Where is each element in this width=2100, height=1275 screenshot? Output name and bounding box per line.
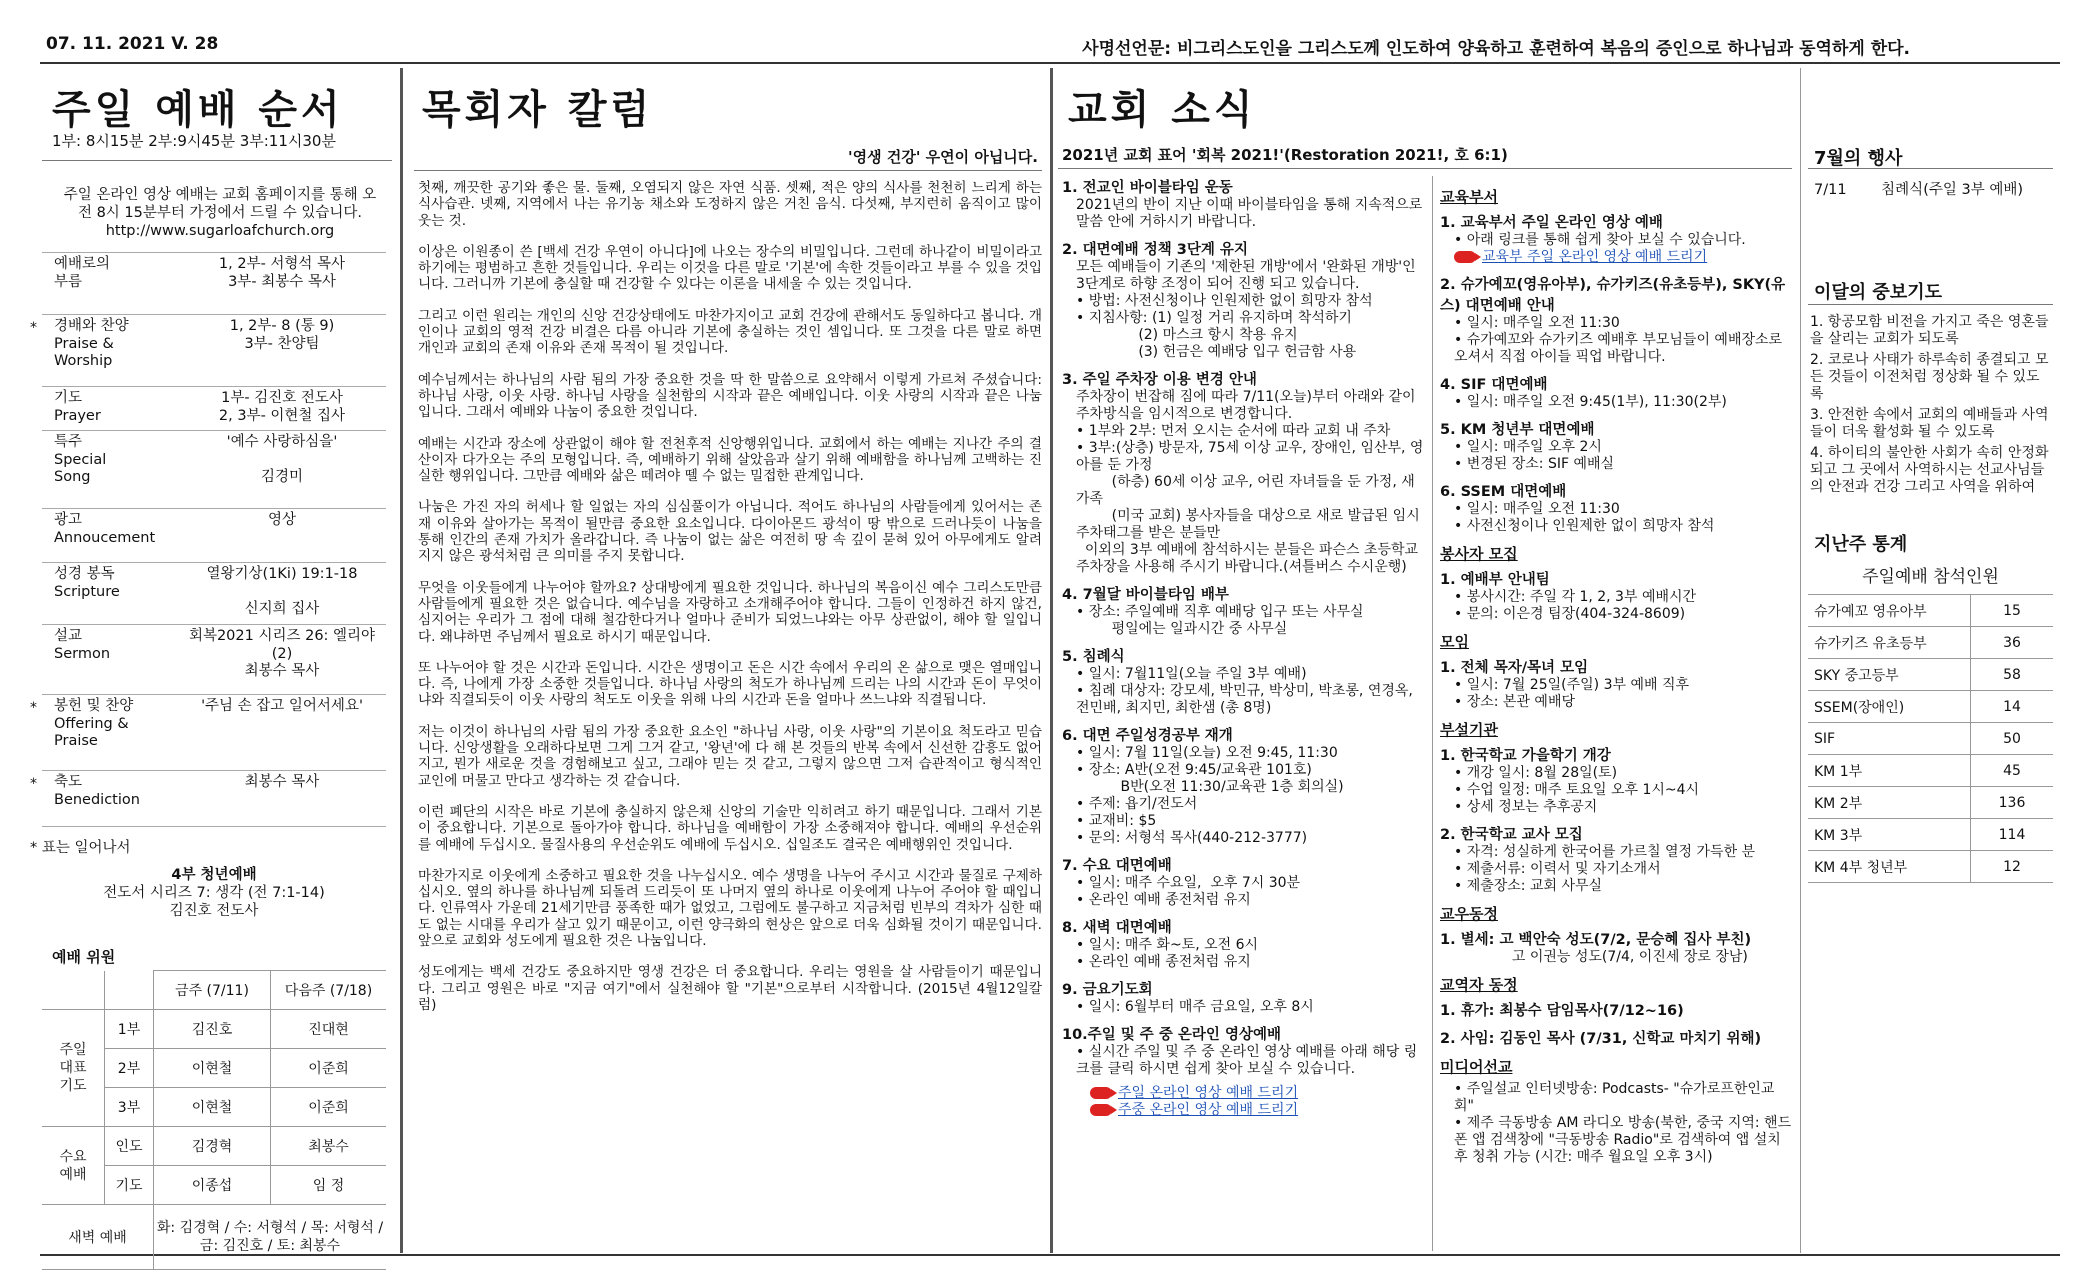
prayer-item: 4. 하이티의 불안한 사회가 속히 안정화 되고 그 곳에서 사역하시는 선교사님들의 안전과 건강 그리고 사역을 위하여 (1810, 445, 2049, 495)
online-notice (60, 186, 380, 240)
stand-note-text: 표는 일어나서 (41, 840, 131, 856)
education-video-link[interactable]: 교육부 주일 온라인 영상 예배 드리기 (1482, 249, 1708, 265)
stand-star: * (30, 840, 42, 856)
stats-row (1808, 723, 2053, 755)
news-item-heading: 4. SIF 대면예배 (1440, 377, 1548, 393)
server-part: 인도 (105, 1127, 154, 1166)
news-item-line: 모든 예배들이 기존의 '제한된 개방'에서 '완화된 개방'인 3단계로 하향 조정이 되어 진행 되고 있습니다. (1076, 259, 1421, 292)
stats-row (1808, 755, 2053, 787)
news-item-line: • 장소: 본관 예배당 (1454, 694, 1575, 710)
date-volume: 07. 11. 2021 V. 28 (46, 34, 219, 54)
news-item-heading: 3. 주일 주차장 이용 변경 안내 (1062, 372, 1257, 388)
news-item-line: • 문의: 서형석 목사(440-212-3777) (1076, 830, 1308, 846)
order-item (42, 252, 386, 315)
column-paragraph: 첫째, 깨끗한 공기와 좋은 물. 둘째, 오염되지 않은 자연 식품. 셋째, 적은 양의 식사를 천천히 느리게 하는 식사습관. 넷째, 지역에서 나는 유기농 채소와 도정하지 않은 거친 음식. 다섯째, 부지런히 움직이고 많이 웃는 것. (418, 180, 1042, 229)
news-inner-divider (1432, 176, 1433, 1251)
news-item-line: • 변경된 장소: SIF 예배실 (1454, 456, 1615, 472)
order-item-value: 1부- 김진호 전도사 2, 3부- 이현철 집사 (218, 390, 346, 424)
news-item (1440, 999, 1792, 1020)
news-item-line: • 일시: 매주일 오후 2시 (1454, 439, 1602, 455)
news-right (1440, 178, 1792, 1173)
click-icon (1090, 1104, 1112, 1116)
youth-series: 전도서 시리즈 7: 생각 (전 7:1-14) (103, 885, 325, 901)
server-next: 이준희 (271, 1088, 387, 1127)
stats-row (1808, 595, 2053, 627)
news-item (1440, 480, 1792, 535)
news-item-line: • 방법: 사전신청이나 인원제한 없이 희망자 참석 (1076, 293, 1373, 309)
news-title: 교회 소식 (1068, 87, 1257, 133)
event-text: 침례식(주일 3부 예배) (1881, 182, 2023, 198)
news-item (1440, 656, 1792, 711)
order-item-value: 최봉수 목사 (244, 774, 320, 790)
stats-row (1808, 627, 2053, 659)
news-item-heading: 9. 금요기도회 (1062, 982, 1153, 998)
column-body (418, 180, 1042, 1028)
news-item-line: • 온라인 예배 종전처럼 유지 (1076, 954, 1251, 970)
news-category: 모임 (1440, 633, 1469, 651)
news-item (1062, 1023, 1424, 1078)
news-item-line: • 일시: 매주 수요일, 오후 7시 30분 (1076, 875, 1301, 891)
servers-head-next: 다음주 (7/18) (271, 971, 387, 1010)
order-item-label: 성경 봉독 Scripture (54, 566, 120, 600)
news-link-row (1062, 1102, 1424, 1119)
order-item-value: '주님 손 잡고 일어서세요' (201, 698, 363, 714)
stats-name: SSEM(장애인) (1808, 691, 1971, 723)
news-item (1062, 854, 1424, 909)
news-category: 부설기관 (1440, 721, 1498, 739)
stats-row (1808, 851, 2053, 883)
stats-name: KM 3부 (1808, 819, 1971, 851)
news-item-line: 2021년의 반이 지난 이때 바이블타임을 통해 지속적으로 말씀 안에 거하시기 바랍니다. (1076, 197, 1427, 230)
news-category: 미디어선교 (1440, 1058, 1513, 1076)
events-rule (1808, 168, 2053, 169)
news-item (1440, 744, 1792, 816)
news-item-line: • 사전신청이나 인원제한 없이 희망자 참석 (1454, 518, 1715, 534)
youth-title: 4부 청년예배 (171, 867, 257, 883)
news-item-line: • 수업 일정: 매주 토요일 오후 1시~4시 (1454, 782, 1700, 798)
server-this: 김경혁 (154, 1127, 271, 1166)
top-rule (40, 62, 2060, 64)
news-item-heading: 1. 교육부서 주일 온라인 영상 예배 (1440, 215, 1663, 231)
server-part: 1부 (105, 1010, 154, 1049)
news-item (1440, 928, 1792, 966)
news-item-heading: 5. 침례식 (1062, 649, 1125, 665)
order-times: 1부: 8시15분 2부:9시45분 3부:11시30분 (52, 132, 336, 150)
order-title-rule (42, 160, 392, 161)
news-item-heading: 1. 한국학교 가을학기 개강 (1440, 748, 1611, 764)
server-part: 2부 (105, 1049, 154, 1088)
column-title: 목회자 칼럼 (422, 87, 654, 133)
news-item (1062, 583, 1424, 638)
stats-value: 12 (1971, 851, 2054, 883)
servers-title: 예배 위원 (52, 948, 116, 966)
stats-name: SKY 중고등부 (1808, 659, 1971, 691)
news-item-line: • 실시간 주일 및 주 중 온라인 영상 예배를 아래 해당 링크를 클릭 하시면 쉽게 찾아 보실 수 있습니다. (1076, 1044, 1418, 1077)
news-item (1440, 1081, 1792, 1166)
news-item-line: • 지침사항: (1) 일정 거리 유지하며 착석하기 (1076, 310, 1352, 326)
stats-value: 50 (1971, 723, 2054, 755)
stats-name: KM 4부 청년부 (1808, 851, 1971, 883)
news-item-line: • 온라인 예배 종전처럼 유지 (1076, 892, 1251, 908)
news-item (1440, 568, 1792, 623)
youth-service (42, 866, 386, 920)
news-item (1440, 211, 1792, 266)
news-item (1062, 645, 1424, 717)
column-subtitle: '영생 건강' 우연이 아닙니다. (848, 148, 1038, 166)
stats-value: 45 (1971, 755, 2054, 787)
events-title: 7월의 행사 (1814, 148, 1903, 169)
news-item-heading: 2. 한국학교 교사 모집 (1440, 827, 1583, 843)
prayer-rule (1808, 304, 2053, 305)
server-this: 이현철 (154, 1088, 271, 1127)
news-item-line: • 문의: 이은경 팀장(404-324-8609) (1454, 606, 1686, 622)
news-motto: 2021년 교회 표어 '회복 2021!'(Restoration 2021!, 호 6:1) (1062, 146, 1508, 164)
news-item-line: • 3부:(상층) 방문자, 75세 이상 교우, 장애인, 임산부, 영아를 둔 가정 (1076, 440, 1424, 473)
news-category: 교역자 동정 (1440, 976, 1518, 994)
news-item-line: • 상세 정보는 추후공지 (1454, 799, 1598, 815)
stand-star: * (30, 700, 37, 716)
server-next: 임 정 (271, 1166, 387, 1205)
column-paragraph: 이런 폐단의 시작은 바로 기본에 충실하지 않은채 신앙의 기술만 익히려고 하기 때문입니다. 그래서 기본이 중요합니다. 기본으로 돌아가야 합니다. 하나님을 예배함이 가장 소중해져야 합니다. 예배의 우선순위를 예배에 두십시오. 물질사용의 우선순위도 예배에 두십시오. 십일조도 결국은 예배행위인 것입니다. (418, 803, 1042, 853)
news-item-heading: 2. 대면예배 정책 3단계 유지 (1062, 242, 1248, 258)
stats-name: 슈가예꼬 영유아부 (1808, 595, 1971, 627)
order-item (42, 562, 386, 625)
column-paragraph: 예배는 시간과 장소에 상관없이 해야 할 전천후적 신앙행위입니다. 교회에서 하는 예배는 지나간 주의 결산이자 다가오는 주의 모형입니다. 즉, 예배하기 위해 살았음과 살기 위해 예배함을 하나님께 고백하는 진실한 행위입니다. 그만큼 예배와 삶은 떼려야 뗄 수 없는 밀접한 관계입니다. (418, 435, 1042, 485)
prayer-list (1810, 314, 2050, 500)
news-motto-rule (1058, 168, 1792, 169)
news-item-line: • 일시: 7월 25일(주일) 3부 예배 직후 (1454, 677, 1689, 693)
column-paragraph: 저는 이것이 하나님의 사람 됨의 가장 중요한 요소인 "하나님 사랑, 이웃 사랑"의 기본이요 척도라고 믿습니다. 신앙생활을 오래하다보면 그게 그거 같고, '왕년'에 다 해 본 것들의 반복 속에서 신선한 감흥도 없어지고, 뭔가 새로운 것을 경험해보고 싶고, 그래야 믿는 것 같고, 그렇지 않으면 그저 습관적이고 형식적인 교인에 머물고 만다고 생각하는 것 같습니다. (418, 723, 1042, 789)
server-this: 이현철 (154, 1049, 271, 1088)
servers-table (42, 970, 386, 1270)
order-title: 주일 예배 순서 (52, 87, 344, 133)
news-item-line: • 자격: 성실하게 한국어를 가르칠 열정 가득한 분 (1454, 844, 1756, 860)
prayer-item: 1. 항공모함 비전을 가지고 죽은 영혼들을 살리는 교회가 되도록 (1810, 314, 2049, 347)
news-item-heading: 8. 새벽 대면예배 (1062, 920, 1172, 936)
event-date: 7/11 (1814, 182, 1847, 198)
divider-3 (1800, 68, 1801, 1253)
prayer-item: 3. 안전한 속에서 교회의 예배들과 사역들이 더욱 활성화 될 수 있도록 (1810, 407, 2049, 440)
news-item-heading: 1. 전교인 바이블타임 운동 (1062, 180, 1233, 196)
news-item (1440, 1027, 1792, 1048)
stats-subtitle: 주일예배 참석인원 (1862, 567, 1999, 587)
news-item (1440, 823, 1792, 895)
order-item (42, 314, 386, 387)
news-item-heading: 1. 예배부 안내팀 (1440, 572, 1550, 588)
news-item-heading: 5. KM 청년부 대면예배 (1440, 422, 1595, 438)
stand-note (30, 836, 131, 857)
news-item (1062, 724, 1424, 847)
order-item-label: 특주 Special Song (54, 434, 107, 485)
order-item-value: 열왕기상(1Ki) 19:1-18 신지희 집사 (206, 566, 358, 617)
order-item (42, 624, 386, 695)
news-item-line: B반(오전 11:30/교육관 1층 회의실) (1076, 779, 1344, 795)
stats-row (1808, 659, 2053, 691)
server-group: 수요 예배 (42, 1127, 105, 1205)
server-part: 기도 (105, 1166, 154, 1205)
order-item-value: 1, 2부- 서형석 목사 3부- 최봉수 목사 (218, 256, 346, 290)
click-icon (1454, 251, 1476, 263)
news-item-line: • 제출서류: 이력서 및 자기소개서 (1454, 861, 1661, 877)
order-item-label: 봉헌 및 찬양 Offering & Praise (54, 698, 134, 749)
order-item-label: 축도 Benediction (54, 774, 140, 808)
news-item-line: 고 이권능 성도(7/4, 이진세 장로 장남) (1454, 949, 1748, 965)
stats-value: 114 (1971, 819, 2054, 851)
stand-star: * (30, 776, 37, 792)
stats-name: KM 1부 (1808, 755, 1971, 787)
news-item-line: • 일시: 매주일 오전 11:30 (1454, 315, 1620, 331)
order-item (42, 430, 386, 509)
news-item-heading: 7. 수요 대면예배 (1062, 858, 1172, 874)
news-item-line: (3) 헌금은 예배당 입구 헌금함 사용 (1076, 344, 1357, 360)
news-item-heading: 6. 대면 주일성경공부 재개 (1062, 728, 1233, 744)
stats-row (1808, 691, 2053, 723)
column-paragraph: 무엇을 이웃들에게 나누어야 할까요? 상대방에게 필요한 것입니다. 하나님의 복음이신 예수 그리스도만큼 사람들에게 필요한 것은 없습니다. 예수님을 자랑하고 소개해주어야 합니다. 그들이 인정하건 하지 않건, 심지어는 우리가 그 점에 대해 철감한다거나 얼마나 준비가 되었느냐와는 아무 상관없이, 해야 할 일입니다. 왜냐하면 주님께서 필요로 하시기 때문입니다. (418, 579, 1042, 645)
divider-1 (400, 68, 403, 1253)
news-item (1062, 916, 1424, 971)
dawn-label: 새벽 예배 (42, 1205, 154, 1270)
stats-name: KM 2부 (1808, 787, 1971, 819)
news-item-line: • 제주 극동방송 AM 라디오 방송(북한, 중국 지역: 핸드폰 앱 검색창에 "극동방송 Radio"로 검색하여 앱 설치 후 청취 가능 (시간: 매주 월요일 오후 3시) (1454, 1115, 1792, 1165)
news-item-line: • 일시: 매주일 오전 11:30 (1454, 501, 1620, 517)
column-paragraph: 마찬가지로 이웃에게 소중하고 필요한 것을 나누십시오. 예수 생명을 나누어 주시고 시간과 물질로 구제하십시오. 옆의 하나를 하나님께 되돌려 드리듯이 또 나머지 옆의 하나로 이웃에게 나누어 주어야 할 때입니다. 인류역사 가운데 21세기만큼 풍족한 때가 없었고, 그럼에도 불구하고 지금처럼 빈부의 격차가 심한 때도 없는 시대를 우리가 살고 있기 때문이고, 이런 양극화의 현상은 앞으로 더욱 심화될 것이기 때문입니다. 앞으로 교회와 성도에게 필요한 것은 나눔입니다. (418, 867, 1042, 949)
server-next: 최봉수 (271, 1127, 387, 1166)
order-item (42, 694, 386, 771)
news-item-heading: 6. SSEM 대면예배 (1440, 484, 1567, 500)
order-item-value: 회복2021 시리즈 26: 엘리야(2) 최봉수 목사 (188, 628, 376, 679)
stats-name: SIF (1808, 723, 1971, 755)
news-item-line: • 일시: 7월 11일(오늘) 오전 9:45, 11:30 (1076, 745, 1338, 761)
news-item-heading: 2. 사임: 김동인 목사 (7/31, 신학교 마치기 위해) (1440, 1031, 1762, 1047)
news-item-line: • 일시: 6월부터 매주 금요일, 오후 8시 (1076, 999, 1314, 1015)
sunday-video-link[interactable]: 주일 온라인 영상 예배 드리기 (1118, 1085, 1299, 1101)
news-link-row (1062, 1085, 1424, 1102)
server-part: 3부 (105, 1088, 154, 1127)
column-paragraph: 이상은 이원종이 쓴 [백세 건강 우연이 아니다]에 나오는 장수의 비밀입니다. 그런데 하나같이 비밀이라고 하기에는 평범하고 흔한 것들입니다. 우리는 이것을 다른 말로 '기본'에 속한 것들이라고 부를 수 있을 것입니다. 그러니까 기본에 충실할 때 건강할 수 있다는 이론을 내세울 수 있는 것입니다. (418, 243, 1042, 293)
news-item-line: • 교재비: $5 (1076, 813, 1157, 829)
order-item-label: 광고 Annoucement (54, 512, 156, 546)
news-item (1062, 176, 1427, 231)
prayer-title: 이달의 중보기도 (1814, 282, 1942, 303)
news-item (1062, 978, 1424, 1016)
news-item-heading: 1. 휴가: 최봉수 담임목사(7/12~16) (1440, 1003, 1684, 1019)
news-item-heading: 10.주일 및 주 중 온라인 영상예배 (1062, 1027, 1282, 1043)
order-item-label: 설교 Sermon (54, 628, 111, 662)
stats-title: 지난주 통계 (1814, 534, 1908, 555)
news-category: 교우동정 (1440, 905, 1498, 923)
column-paragraph: 그리고 이런 원리는 개인의 신앙 건강상태에도 마찬가지이고 교회 건강에 관해서도 동일하다고 봅니다. 개인이나 교회의 영적 건강 비결은 다름 아니라 기본에 충실하는 것인 셈입니다. 또 그것을 다른 말로 하면 개인과 교회의 존재 이유와 존재 목적이 될 것입니다. (418, 307, 1042, 357)
stats-row (1808, 819, 2053, 851)
news-item-line: (하층) 60세 이상 교우, 어린 자녀들을 둔 가정, 새가족 (1076, 474, 1415, 507)
order-item-label: 경배와 찬양 Praise & Worship (54, 318, 129, 369)
order-item (42, 508, 386, 563)
news-item-heading: 4. 7월달 바이블타임 배부 (1062, 587, 1229, 603)
news-item-line: • 1부와 2부: 먼저 오시는 순서에 따라 교회 내 주차 (1076, 423, 1391, 439)
column-paragraph: 나눔은 가진 자의 허세나 할 일없는 자의 심심풀이가 아닙니다. 적어도 하나님의 사람들에게 있어서는 존재 이유와 살아가는 목적이 될만큼 중요한 요소입니다. 다이아몬드 광석이 땅 밖으로 드러나듯이 나눔을 통해 인간의 존재 가치가 올라갑니다. 즉 나눔이 없는 삶은 여전히 땅 속 깊이 묻혀 있어 아무에게도 알려지지 않은 광석처럼 큰 의미를 주지 못합니다. (418, 499, 1042, 565)
stats-name: 슈가키즈 유초등부 (1808, 627, 1971, 659)
column-paragraph: 성도에게는 백세 건강도 중요하지만 영생 건강은 더 중요합니다. 우리는 영원을 살 사람들이기 때문입니다. 그리고 영원은 바로 "지금 여기"에서 실천해야 할 "기본"으로부터 시작합니다. (2015년 4월12일칼럼) (418, 964, 1042, 1013)
news-item-line: • 장소: A반(오전 9:45/교육관 101호) (1076, 762, 1312, 778)
news-item-line: • 주일설교 인터넷방송: Podcasts- "슈가로프한인교회" (1454, 1081, 1775, 1114)
order-item (42, 770, 386, 827)
news-item-line: • 침례 대상자: 강모세, 박민규, 박상미, 박초롱, 연경옥, 전민배, 최지민, 최한샘 (총 8명) (1076, 683, 1418, 716)
news-item-line: • 장소: 주일예배 직후 예배당 입구 또는 사무실 (1076, 604, 1364, 620)
news-item-heading: 1. 전체 목자/목녀 모임 (1440, 660, 1589, 676)
news-item-line: • 슈가예꼬와 슈가키즈 예배후 부모님들이 예배장소로 오셔서 직접 아이들 픽업 바랍니다. (1454, 332, 1787, 365)
news-item-line: • 아래 링크를 통해 쉽게 찾아 보실 수 있습니다. (1454, 232, 1746, 248)
news-item-line: • 일시: 매주일 오전 9:45(1부), 11:30(2부) (1454, 394, 1727, 410)
news-item (1440, 418, 1792, 473)
mission-statement: 사명선언문: 비그리스도인을 그리스도께 인도하여 양육하고 훈련하여 복음의 증인으로 하나님과 동역하게 한다. (1082, 39, 1910, 59)
news-item-line: (미국 교회) 봉사자들을 대상으로 새로 발급된 임시 주차태그를 받은 분들만 (1076, 508, 1425, 541)
stats-row (1808, 787, 2053, 819)
order-item-value: '예수 사랑하심을' 김경미 (226, 434, 338, 485)
news-item-line: • 봉사시간: 주일 각 1, 2, 3부 예배시간 (1454, 589, 1697, 605)
order-item-value: 영상 (267, 512, 296, 528)
column-paragraph: 또 나누어야 할 것은 시간과 돈입니다. 시간은 생명이고 돈은 시간 속에서 우리의 온 삶으로 맺은 열매입니다. 즉, 나에게 가장 소중한 것들입니다. 하나님 사랑의 척도가 하나님께 드리는 나의 시간과 돈이 무엇이냐와 직결되듯이 이웃 사랑의 척도도 이웃을 위해 나의 시간과 돈을 얼마나 쓰느냐와 직결됩니다. (418, 659, 1042, 709)
news-item-line: • 일시: 7월11일(오늘 주일 3부 예배) (1076, 666, 1307, 682)
news-item-heading: 2. 슈가예꼬(영유아부), 슈가키즈(유초등부), SKY(유스) 대면예배 안내 (1440, 277, 1786, 314)
click-icon (1090, 1087, 1112, 1099)
news-item-line: (2) 마스크 항시 착용 유지 (1076, 327, 1298, 343)
news-category: 봉사자 모집 (1440, 545, 1518, 563)
server-group: 주일 대표 기도 (42, 1010, 105, 1127)
order-item-label: 예배로의 부름 (54, 256, 111, 290)
stats-table (1808, 594, 2053, 883)
event-item (1814, 178, 2023, 199)
news-item-heading: 1. 별세: 고 백안숙 성도(7/2, 문승혜 집사 부친) (1440, 932, 1752, 948)
news-item (1062, 368, 1424, 576)
stats-value: 36 (1971, 627, 2054, 659)
news-category: 교육부서 (1440, 188, 1498, 206)
online-notice-text: 주일 온라인 영상 예배는 교회 홈페이지를 통해 오전 8시 15분부터 가정에서 드릴 수 있습니다. (63, 187, 377, 221)
stats-value: 136 (1971, 787, 2054, 819)
column-paragraph: 예수님께서는 하나님의 사람 됨의 가장 중요한 것을 딱 한 말씀으로 요약해서 이렇게 가르쳐 주셨습니다: 하나님 사랑, 이웃 사랑. 하나님 사랑을 실천함의 시작과 끝은 예배입니다. 이웃 사랑의 시작과 끝은 나눔입니다. 그래서 예배와 나눔이 중요한 것입니다. (418, 371, 1042, 421)
news-item-line: • 일시: 매주 화~토, 오전 6시 (1076, 937, 1259, 953)
news-left (1062, 176, 1427, 1119)
news-item-line: 주차장이 번잡해 짐에 따라 7/11(오늘)부터 아래와 같이 주차방식을 임시적으로 변경합니다. (1076, 389, 1420, 422)
youth-preacher: 김진호 전도사 (169, 903, 259, 919)
divider-2 (1050, 68, 1053, 1253)
stand-star: * (30, 320, 37, 336)
stats-value: 15 (1971, 595, 2054, 627)
server-this: 이종섭 (154, 1166, 271, 1205)
weekday-video-link[interactable]: 주중 온라인 영상 예배 드리기 (1118, 1102, 1299, 1118)
news-item-line: • 주제: 욥기/전도서 (1076, 796, 1198, 812)
news-item-line: • 개강 일시: 8월 28일(토) (1454, 765, 1618, 781)
server-next: 이준희 (271, 1049, 387, 1088)
server-this: 김진호 (154, 1010, 271, 1049)
order-item-value: 1, 2부- 8 (통 9) 3부- 찬양팀 (229, 318, 335, 352)
prayer-item: 2. 코로나 사태가 하루속히 종결되고 모든 것들이 이전처럼 정상화 될 수 있도록 (1810, 352, 2049, 402)
news-item-line: 이외의 3부 예배에 참석하시는 분들은 파슨스 초등학교 주차장을 사용해 주시기 바랍니다.(셔틀버스 수시운행) (1076, 542, 1423, 575)
news-item (1440, 373, 1792, 411)
stats-value: 58 (1971, 659, 2054, 691)
column-subtitle-rule (414, 170, 1042, 171)
news-item-line: 평일에는 일과시간 중 사무실 (1076, 621, 1288, 637)
order-item-label: 기도 Prayer (54, 390, 101, 424)
news-link-row (1440, 249, 1792, 266)
servers-head-this: 금주 (7/11) (154, 971, 271, 1010)
news-item (1440, 273, 1792, 366)
server-next: 진대현 (271, 1010, 387, 1049)
stats-value: 14 (1971, 691, 2054, 723)
order-item (42, 386, 386, 431)
dawn-value: 화: 김경혁 / 수: 서형석 / 목: 서형석 / 금: 김진호 / 토: 최봉수 (154, 1205, 387, 1270)
news-item (1062, 238, 1424, 361)
church-url[interactable]: http://www.sugarloafchurch.org (105, 223, 335, 239)
news-item-line: • 제출장소: 교회 사무실 (1454, 878, 1603, 894)
